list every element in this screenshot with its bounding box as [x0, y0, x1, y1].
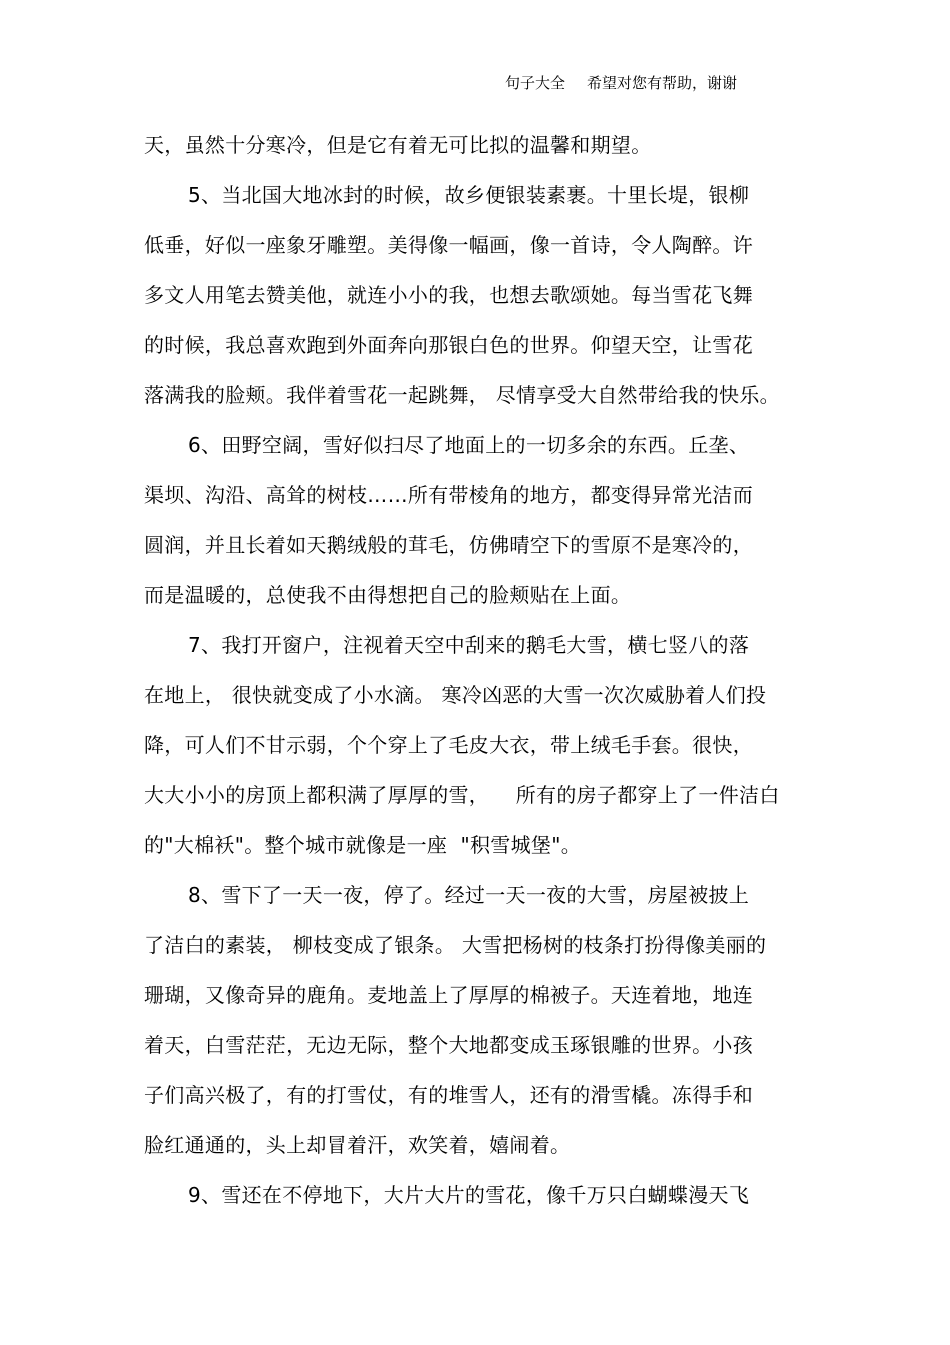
text-line: 珊瑚，又像奇异的鹿角。麦地盖上了厚厚的棉被子。天连着地，地连	[144, 983, 753, 1007]
text-line: 大大小小的房顶上都积满了厚厚的雪， 所有的房子都穿上了一件洁白	[144, 783, 780, 807]
text-line: 天，虽然十分寒冷，但是它有着无可比拟的温馨和期望。	[144, 133, 652, 157]
text-line: 圆润，并且长着如天鹅绒般的茸毛，仿佛晴空下的雪原不是寒冷的，	[144, 533, 753, 557]
document-body	[144, 120, 804, 1220]
header-left-text: 句子大全	[505, 74, 566, 92]
text-line: 落满我的脸颊。我伴着雪花一起跳舞， 尽情享受大自然带给我的快乐。	[144, 383, 780, 407]
text-line: 6、田野空阔，雪好似扫尽了地面上的一切多余的东西。丘垄、	[188, 433, 750, 457]
text-line: 7、我打开窗户，注视着天空中刮来的鹅毛大雪，横七竖八的落	[188, 633, 750, 657]
text-line: 低垂，好似一座象牙雕塑。美得像一幅画，像一首诗，令人陶醉。许	[144, 233, 753, 257]
text-line: 在地上， 很快就变成了小水滴。 寒冷凶恶的大雪一次次威胁着人们投	[144, 683, 767, 707]
text-line: 多文人用笔去赞美他，就连小小的我，也想去歌颂她。每当雪花飞舞	[144, 283, 753, 307]
text-line: 5、当北国大地冰封的时候，故乡便银装素裹。十里长堤，银柳	[188, 183, 750, 207]
text-line: 脸红通通的，头上却冒着汗，欢笑着，嬉闹着。	[144, 1133, 571, 1157]
text-line: 9、雪还在不停地下，大片大片的雪花，像千万只白蝴蝶漫天飞	[188, 1183, 750, 1207]
text-line: 的时候，我总喜欢跑到外面奔向那银白色的世界。仰望天空，让雪花	[144, 333, 753, 357]
text-line: 渠坝、沟沿、高耸的树枝……所有带棱角的地方，都变得异常光洁而	[144, 483, 753, 507]
page-header	[505, 72, 737, 94]
text-line: 子们高兴极了，有的打雪仗，有的堆雪人，还有的滑雪橇。冻得手和	[144, 1083, 753, 1107]
text-line: 着天，白雪茫茫，无边无际，整个大地都变成玉琢银雕的世界。小孩	[144, 1033, 753, 1057]
text-line: 的"大棉袄"。整个城市就像是一座 "积雪城堡"。	[144, 833, 582, 857]
text-line: 8、雪下了一天一夜，停了。经过一天一夜的大雪，房屋被披上	[188, 883, 750, 907]
text-line: 了洁白的素装， 柳枝变成了银条。 大雪把杨树的枝条打扮得像美丽的	[144, 933, 767, 957]
header-right-text: 希望对您有帮助，谢谢	[587, 74, 738, 92]
text-line: 而是温暖的，总使我不由得想把自己的脸颊贴在上面。	[144, 583, 632, 607]
text-line: 降，可人们不甘示弱，个个穿上了毛皮大衣，带上绒毛手套。很快，	[144, 733, 753, 757]
